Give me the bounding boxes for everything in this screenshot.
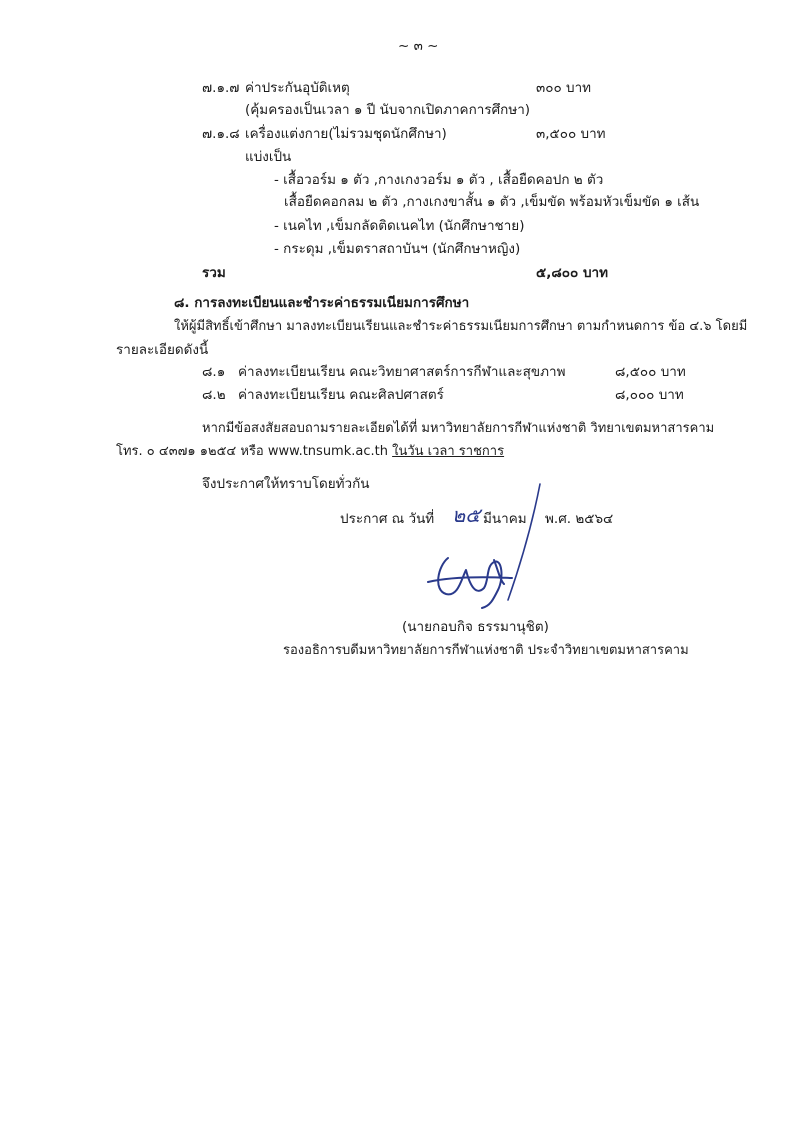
page-number: ~ ๓ ~ <box>398 38 439 54</box>
fee-label: ค่าลงทะเบียนเรียน คณะศิลปศาสตร์ <box>238 387 444 403</box>
section-intro: ให้ผู้มีสิทธิ์เข้าศึกษา มาลงทะเบียนเรียนและชำระค่าธรรมเนียมการศึกษา ตามกำหนดการ ข้อ ๔.๖ โดยมี <box>174 319 748 334</box>
section-heading: ๘. การลงทะเบียนและชำระค่าธรรมเนียมการศึกษา <box>174 295 470 311</box>
fee-label: ค่าลงทะเบียนเรียน คณะวิทยาศาสตร์การกีฬาและสุขภาพ <box>238 364 566 380</box>
contact-text: หากมีข้อสงสัยสอบถามรายละเอียดได้ที่ มหาวิทยาลัยการกีฬาแห่งชาติ วิทยาเขตมหาสารคาม <box>202 421 715 436</box>
announce-year: พ.ศ. ๒๕๖๔ <box>545 511 614 527</box>
item-note: (คุ้มครองเป็นเวลา ๑ ปี นับจากเปิดภาคการศึกษา) <box>245 102 531 118</box>
signer-name: (นายกอบกิจ ธรรมานุชิต) <box>402 619 549 635</box>
fee-code: ๘.๑ <box>202 364 226 380</box>
contact-phone-web: โทร. ๐ ๔๓๗๑ ๑๒๕๔ หรือ www.tnsumk.ac.th <box>116 444 388 459</box>
closing-text: จึงประกาศให้ทราบโดยทั่วกัน <box>202 476 370 492</box>
item-label: เครื่องแต่งกาย(ไม่รวมชุดนักศึกษา) <box>245 126 447 142</box>
fee-code: ๘.๒ <box>202 387 226 403</box>
announce-day-handwritten: ๒๕ <box>452 503 481 527</box>
total-amount: ๕,๘๐๐ บาท <box>536 265 608 281</box>
announce-month: มีนาคม <box>483 511 527 527</box>
section-intro: รายละเอียดดังนี้ <box>116 342 209 358</box>
signer-position: รองอธิการบดีมหาวิทยาลัยการกีฬาแห่งชาติ ประจำวิทยาเขตมหาสารคาม <box>283 643 689 658</box>
contact-hours: ในวัน เวลา ราชการ <box>392 444 505 459</box>
item-code: ๗.๑.๗ <box>202 80 240 96</box>
item-note: แบ่งเป็น <box>245 149 292 165</box>
item-label: ค่าประกันอุบัติเหตุ <box>245 80 350 96</box>
item-amount: ๓,๕๐๐ บาท <box>536 126 606 142</box>
uniform-list-item: - เนคไท ,เข็มกลัดติดเนคไท (นักศึกษาชาย) <box>274 218 525 234</box>
fee-amount: ๘,๕๐๐ บาท <box>615 364 686 380</box>
announce-prefix: ประกาศ ณ วันที่ <box>340 511 435 527</box>
item-amount: ๓๐๐ บาท <box>536 80 592 96</box>
item-code: ๗.๑.๘ <box>202 126 240 142</box>
fee-amount: ๘,๐๐๐ บาท <box>615 387 684 403</box>
total-label: รวม <box>202 265 226 281</box>
uniform-list-item: - กระดุม ,เข็มตราสถาบันฯ (นักศึกษาหญิง) <box>274 241 521 257</box>
uniform-list-item: - เสื้อวอร์ม ๑ ตัว ,กางเกงวอร์ม ๑ ตัว , เสื้อยืดคอปก ๒ ตัว <box>274 172 604 188</box>
uniform-list-item: เสื้อยืดคอกลม ๒ ตัว ,กางเกงขาสั้น ๑ ตัว ,เข็มขัด พร้อมหัวเข็มขัด ๑ เส้น <box>284 194 700 210</box>
